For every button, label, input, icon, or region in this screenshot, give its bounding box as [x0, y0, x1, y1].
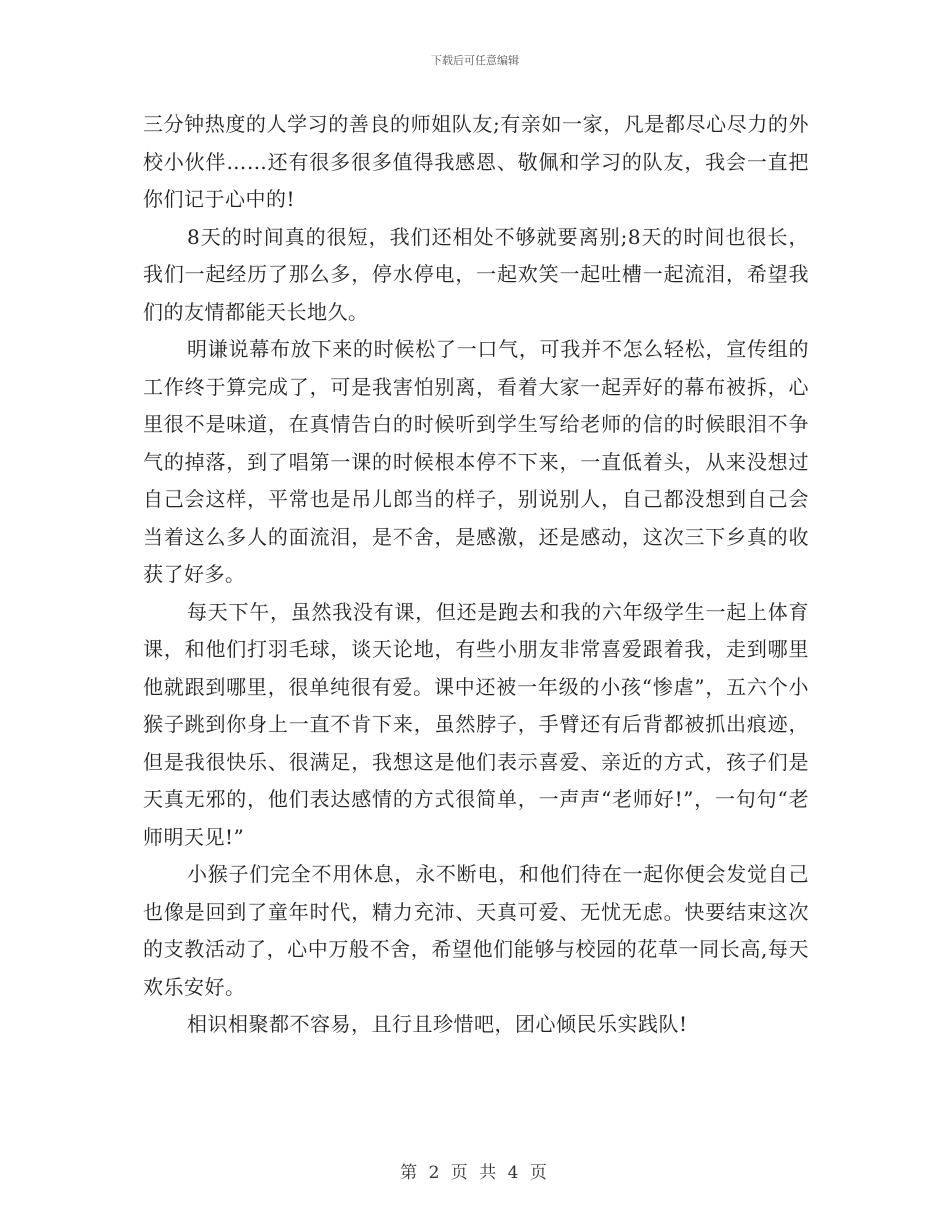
paragraph-2: 8天的时间真的很短，我们还相处不够就要离别;8天的时间也很长，我们一起经历了那么多，停水停电，一起欢笑一起吐槽一起流泪，希望我们的友情都能天长地久。: [143, 224, 809, 324]
paragraph-4: 每天下午，虽然我没有课，但还是跑去和我的六年级学生一起上体育课，和他们打羽毛球，谈天论地，有些小朋友非常喜爱跟着我，走到哪里他就跟到哪里，很单纯很有爱。课中还被一年级的小孩“惨虐”，五六个小猴子跳到你身上一直不肯下来，虽然脖子，手臂还有后背都被抓出痕迹，但是我很快乐、很满足，我想这是他们表示喜爱、亲近的方式，孩子们是天真无邪的，他们表达感情的方式很简单，一声声“老师好!”，一句句“老师明天见!”: [143, 599, 809, 849]
page-header: 下载后可任意编辑: [431, 54, 519, 67]
page-footer: 第 2 页 共 4 页: [400, 1163, 550, 1183]
paragraph-3: 明谦说幕布放下来的时候松了一口气，可我并不怎么轻松，宣传组的工作终于算完成了，可是我害怕别离，看着大家一起弄好的幕布被拆，心里很不是味道，在真情告白的时候听到学生写给老师的信的时候眼泪不争气的掉落，到了唱第一课的时候根本停不下来，一直低着头，从来没想过自己会这样，平常也是吊儿郎当的样子，别说别人，自己都没想到自己会当着这么多人的面流泪，是不舍，是感激，还是感动，这次三下乡真的收获了好多。: [143, 337, 809, 586]
paragraph-1: 三分钟热度的人学习的善良的师姐队友;有亲如一家，凡是都尽心尽力的外校小伙伴……还有很多很多值得我感恩、敬佩和学习的队友，我会一直把你们记于心中的!: [143, 112, 809, 211]
paragraph-5: 小猴子们完全不用休息，永不断电，和他们待在一起你便会发觉自己也像是回到了童年时代，精力充沛、天真可爱、无忧无虑。快要结束这次的支教活动了，心中万般不舍，希望他们能够与校园的花草一同长高,每天欢乐安好。: [143, 862, 809, 999]
paragraph-6: 相识相聚都不容易，且行且珍惜吧，团心倾民乐实践队!: [187, 1012, 688, 1036]
document-body: [143, 106, 809, 1044]
